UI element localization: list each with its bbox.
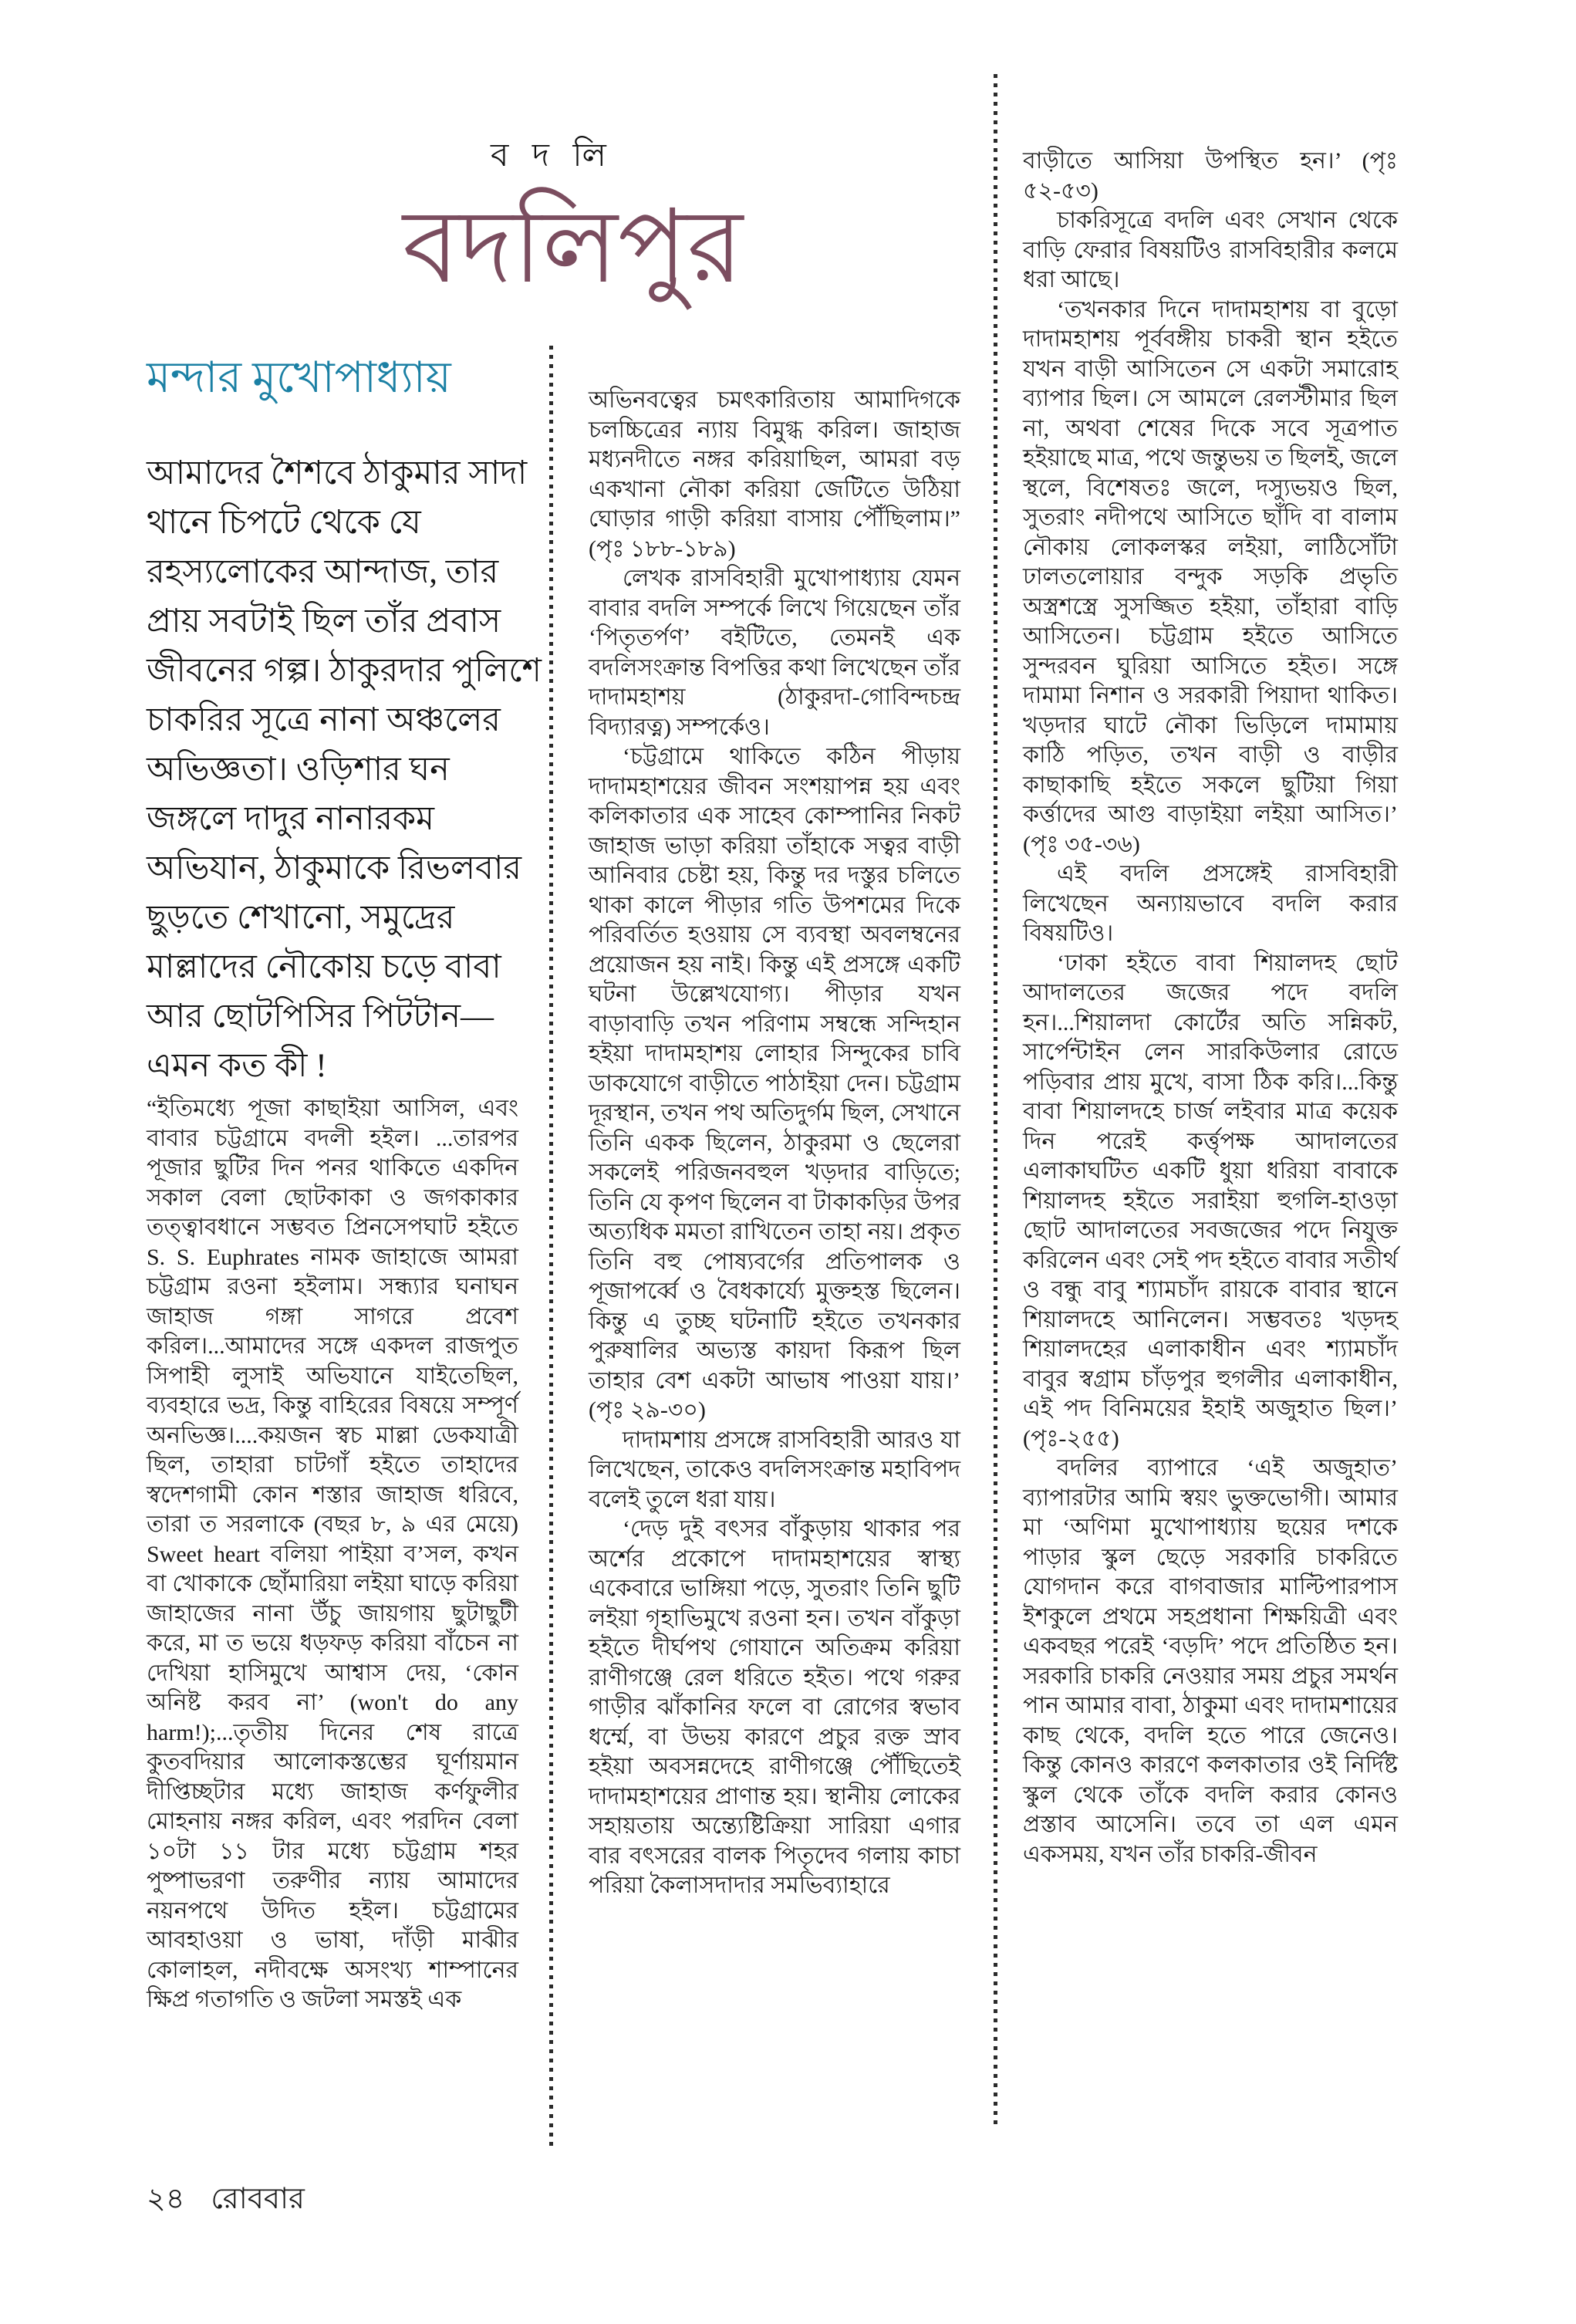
- body-paragraph: বদলির ব্যাপারে ‘এই অজুহাত’ ব্যাপারটার আমি স্বয়ং ভুক্তভোগী। আমার মা ‘অণিমা মুখোপাধ্যায় ছয়ের দশকে পাড়ার স্কুল ছেড়ে সরকারি চাকরিতে যোগদান করে বাগবাজার মাল্টিপারপাস ইশকুলে প্রথমে সহপ্রধানা শিক্ষয়িত্রী এবং একবছর পরেই ‘বড়দি’ পদে প্রতিষ্ঠিত হন। সরকারি চাকরি নেওয়ার সময় প্রচুর সমর্থন পান আমার বাবা, ঠাকুমা এবং দাদামশায়ের কাছ থেকে, বদলি হতে পারে জেনেও। কিন্তু কোনও কারণে কলকাতার ওই নির্দিষ্ট স্কুল থেকে তাঁকে বদলি করার কোনও প্রস্তাব আসেনি। তবে তা এল এমন একসময়, যখন তাঁর চাকরি-জীবন: [1023, 1455, 1398, 1867]
- body-paragraph: “ইতিমধ্যে পূজা কাছাইয়া আসিল, এবং বাবার চট্টগ্রামে বদলী হইল। ...তারপর পূজার ছুটির দিন পনর থাকিতে একদিন সকাল বেলা ছোটকাকা ও জগকাকার তত্ত্বাবধানে সম্ভবত প্রিনসেপঘাট হইতে S. S. Euphrates নামক জাহাজে আমরা চট্টগ্রাম রওনা হইলাম। সন্ধ্যার ঘনাঘন জাহাজ গঙ্গা সাগরে প্রবেশ করিল।...আমাদের সঙ্গে একদল রাজপুত সিপাহী লুসাই অভিযানে যাইতেছিল, ব্যবহারে ভদ্র, কিন্তু বাহিরের বিষয়ে সম্পূর্ণ অনভিজ্ঞ।....কয়জন স্বচ মাল্লা ডেকযাত্রী ছিল, তাহারা চাটগাঁ হইতে তাহাদের স্বদেশগামী কোন শস্তার জাহাজ ধরিবে, তারা ত সরলাকে (বছর ৮, ৯ এর মেয়ে) Sweet heart বলিয়া পাইয়া ব’সল, কখন বা খোকাকে ছোঁমারিয়া লইয়া ঘাড়ে করিয়া জাহাজের নানা উঁচু জায়গায় ছুটাছুটী করে, মা ত ভয়ে ধড়ফড় করিয়া বাঁচেন না দেখিয়া হাসিমুখে আশ্বাস দেয়, ‘কোন অনিষ্ট করব না’ (won't do any harm!);...তৃতীয় দিনের শেষ রাত্রে কুতবদিয়ার আলোকস্তম্ভের ঘূর্ণায়মান দীপ্তিচ্ছটার মধ্যে জাহাজ কর্ণফুলীর মোহনায় নঙ্গর করিল, এবং পরদিন বেলা ১০টা ১১ টার মধ্যে চট্টগ্রাম শহর পুষ্পাভরণা তরুণীর ন্যায় আমাদের নয়নপথে উদিত হইল। চট্টগ্রামের আবহাওয়া ও ভাষা, দাঁড়ী মাঝীর কোলাহল, নদীবক্ষে অসংখ্য শাম্পানের ক্ষিপ্র গতাগতি ও জটলা সমস্তই এক: [147, 1096, 518, 2012]
- body-paragraph: লেখক রাসবিহারী মুখোপাধ্যায় যেমন বাবার বদলি সম্পর্কে লিখে গিয়েছেন তাঁর ‘পিতৃতর্পণ’ বইটিতে, তেমনই এক বদলিসংক্রান্ত বিপত্তির কথা লিখেছেন তাঁর দাদামহাশয় (ঠাকুরদা-গোবিন্দচন্দ্র বিদ্যারত্ন) সম্পর্কেও।: [589, 566, 960, 740]
- column-divider-left: [549, 346, 553, 2151]
- body-paragraph: ‘ঢাকা হইতে বাবা শিয়ালদহ ছোট আদালতের জজের পদে বদলি হন।...শিয়ালদা কোর্টের অতি সন্নিকট, সার্পেন্টাইন লেন সারকিউলার রোডে পড়িবার প্রায় মুখে, বাসা ঠিক করি।...কিন্তু বাবা শিয়ালদহে চার্জ লইবার মাত্র কয়েক দিন পরেই কর্ত্তৃপক্ষ আদালতের এলাকাঘটিত একটি ধুয়া ধরিয়া বাবাকে শিয়ালদহ হইতে সরাইয়া হুগলি-হাওড়া ছোট আদালতের সবজজের পদে নিযুক্ত করিলেন এবং সেই পদ হইতে বাবার সতীর্থ ও বন্ধু বাবু শ্যামচাঁদ রায়কে বাবার স্থানে শিয়ালদহে আনিলেন। সম্ভবতঃ খড়দহ শিয়ালদহের এলাকাধীন এবং শ্যামচাঁদ বাবুর স্বগ্রাম চাঁড়পুর হুগলীর এলাকাধীন, এই পদ বিনিময়ের ইহাই অজুহাত ছিল।’ (পৃঃ-২৫৫): [1023, 950, 1398, 1451]
- body-paragraph: বাড়ীতে আসিয়া উপস্থিত হন।’ (পৃঃ ৫২-৫৩): [1023, 148, 1398, 204]
- body-paragraph: এই বদলি প্রসঙ্গেই রাসবিহারী লিখেছেন অন্যায়ভাবে বদলি করার বিষয়টিও।: [1023, 861, 1398, 946]
- magazine-name: রোববার: [211, 2183, 305, 2215]
- left-column: [147, 1094, 518, 2015]
- page-footer: [147, 2176, 305, 2225]
- article-title: বদলিপুর: [403, 191, 744, 304]
- intro-paragraph: আমাদের শৈশবে ঠাকুমার সাদা থানে চিপটে থেকে যে রহস্যলোকের আন্দাজ, তার প্রায় সবটাই ছিল তাঁর প্রবাস জীবনের গল্প। ঠাকুরদার পুলিশে চাকরির সূত্রে নানা অঞ্চলের অভিজ্ঞতা। ওড়িশার ঘন জঙ্গলে দাদুর নানারকম অভিযান, ঠাকুমাকে রিভলবার ছুড়তে শেখানো, সমুদ্রের মাল্লাদের নৌকোয় চড়ে বাবা আর ছোটপিসির পিটটান—এমন কত কী !: [147, 455, 542, 1084]
- right-column: [1023, 147, 1398, 1870]
- author-name: মন্দার মুখোপাধ্যায়: [147, 354, 451, 402]
- body-paragraph: দাদামশায় প্রসঙ্গে রাসবিহারী আরও যা লিখেছেন, তাকেও বদলিসংক্রান্ত মহাবিপদ বলেই তুলে ধরা যায়।: [589, 1427, 960, 1512]
- middle-column: [589, 386, 960, 1901]
- section-kicker: ব দ লি: [491, 138, 614, 174]
- page-number: ২৪: [147, 2183, 185, 2215]
- body-paragraph: চাকরিসূত্রে বদলি এবং সেখান থেকে বাড়ি ফেরার বিষয়টিও রাসবিহারীর কলমে ধরা আছে।: [1023, 208, 1398, 292]
- body-paragraph: ‘চট্টগ্রামে থাকিতে কঠিন পীড়ায় দাদামহাশয়ের জীবন সংশয়াপন্ন হয় এবং কলিকাতার এক সাহেব কোম্পানির নিকট জাহাজ ভাড়া করিয়া তাঁহাকে সত্বর বাড়ী আনিবার চেষ্টা হয়, কিন্তু দর দস্তুর চলিতে থাকা কালে পীড়ার গতি উপশমের দিকে পরিবর্তিত হওয়ায় সে ব্যবস্থা অবলম্বনের প্রয়োজন হয় নাই। কিন্তু এই প্রসঙ্গে একটি ঘটনা উল্লেখযোগ্য। পীড়ার যখন বাড়াবাড়ি তখন পরিণাম সম্বন্ধে সন্দিহান হইয়া দাদামহাশয় লোহার সিন্দুকের চাবি ডাকযোগে বাড়ীতে পাঠাইয়া দেন। চট্টগ্রাম দূরস্থান, তখন পথ অতিদুর্গম ছিল, সেখানে তিনি একক ছিলেন, ঠাকুরমা ও ছেলেরা সকলেই পরিজনবহুল খড়দার বাড়িতে; তিনি যে কৃপণ ছিলেন বা টাকাকড়ির উপর অত্যধিক মমতা রাখিতেন তাহা নয়। প্রকৃত তিনি বহু পোষ্যবর্গের প্রতিপালক ও পূজাপর্ব্বে ও বৈধকার্য্যে মুক্তহস্ত ছিলেন। কিন্তু এ তুচ্ছ ঘটনাটি হইতে তখনকার পুরুষালির অভ্যস্ত কায়দা কিরূপ ছিল তাহার বেশ একটা আভাষ পাওয়া যায়।’ (পৃঃ ২৯-৩০): [589, 744, 960, 1423]
- body-paragraph: ‘তখনকার দিনে দাদামহাশয় বা বুড়ো দাদামহাশয় পূর্ববঙ্গীয় চাকরী স্থান হইতে যখন বাড়ী আসিতেন সে একটা সমারোহ ব্যাপার ছিল। সে আমলে রেলস্টীমার ছিল না, অথবা শেষের দিকে সবে সূত্রপাত হইয়াছে মাত্র, পথে জন্তুভয় ত ছিলই, জলে স্থলে, বিশেষতঃ জলে, দস্যুভয়ও ছিল, সুতরাং নদীপথে আসিতে ছাঁদি বা বালাম নৌকায় লোকলস্কর লইয়া, লাঠিসোঁটা ঢালতলোয়ার বন্দুক সড়কি প্রভৃতি অস্ত্রশস্ত্রে সুসজ্জিত হইয়া, তাঁহারা বাড়ি আসিতেন। চট্টগ্রাম হইতে আসিতে সুন্দরবন ঘুরিয়া আসিতে হইত। সঙ্গে দামামা নিশান ও সরকারী পিয়াদা থাকিত। খড়দার ঘাটে নৌকা ভিড়িলে দামামায় কাঠি পড়িত, তখন বাড়ী ও বাড়ীর কাছাকাছি হইতে সকলে ছুটিয়া গিয়া কর্ত্তাদের আগু বাড়াইয়া লইয়া আসিত।’ (পৃঃ ৩৫-৩৬): [1023, 296, 1398, 857]
- column-divider-right: [994, 74, 997, 2130]
- body-paragraph: অভিনবত্বের চমৎকারিতায় আমাদিগকে চলচ্চিত্রের ন্যায় বিমুগ্ধ করিল। জাহাজ মধ্যনদীতে নঙ্গর করিয়াছিল, আমরা বড় একখানা নৌকা করিয়া জেটিতে উঠিয়া ঘোড়ার গাড়ী করিয়া বাসায় পৌঁছিলাম।” (পৃঃ ১৮৮-১৮৯): [589, 387, 960, 562]
- body-paragraph: ‘দেড় দুই বৎসর বাঁকুড়ায় থাকার পর অর্শের প্রকোপে দাদামহাশয়ের স্বাস্থ্য একেবারে ভাঙ্গিয়া পড়ে, সুতরাং তিনি ছুটি লইয়া গৃহাভিমুখে রওনা হন। তখন বাঁকুড়া হইতে দীর্ঘপথ গোযানে অতিক্রম করিয়া রাণীগঞ্জে রেল ধরিতে হইত। পথে গরুর গাড়ীর ঝাঁকানির ফলে বা রোগের স্বভাব ধর্ম্মে, বা উভয় কারণে প্রচুর রক্ত স্রাব হইয়া অবসন্নদেহে রাণীগঞ্জে পৌঁছিতেই দাদামহাশয়ের প্রাণান্ত হয়। স্থানীয় লোকের সহায়তায় অন্ত্যেষ্টিক্রিয়া সারিয়া এগার বার বৎসরের বালক পিতৃদেব গলায় কাচা পরিয়া কৈলাসদাদার সমভিব্যাহারে: [589, 1516, 960, 1898]
